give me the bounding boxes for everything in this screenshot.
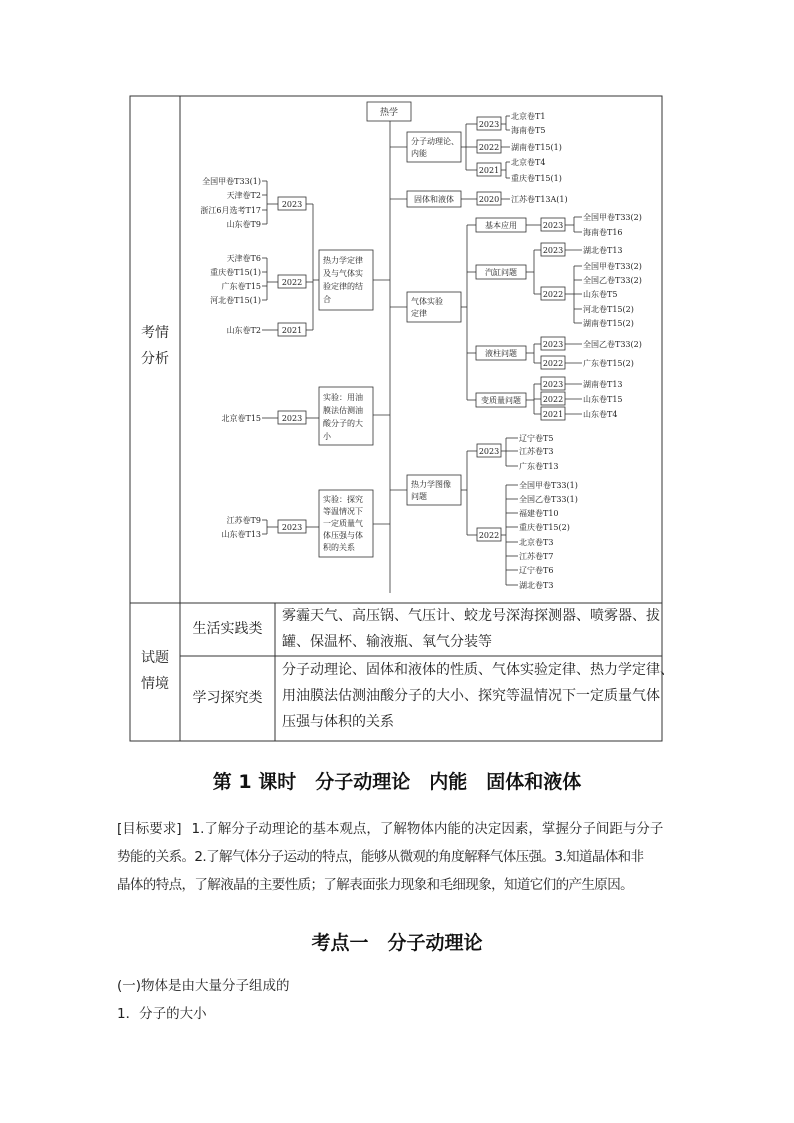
svg-text:湖南卷T15(2): 湖南卷T15(2) [583,319,634,328]
svg-text:内能: 内能 [411,149,427,158]
svg-text:2022: 2022 [281,278,303,287]
svg-text:一定质量气: 一定质量气 [323,519,363,528]
svg-text:全国甲卷T33(2): 全国甲卷T33(2) [583,262,642,271]
svg-text:全国乙卷T33(1): 全国乙卷T33(1) [519,495,578,504]
svg-text:热学: 热学 [379,108,399,118]
sub-basic-application [476,218,526,232]
svg-text:热力学定律: 热力学定律 [323,256,363,265]
svg-text:2022: 2022 [478,531,500,540]
sub-variable-mass [476,393,526,407]
svg-text:2022: 2022 [478,143,500,152]
svg-text:2023: 2023 [542,221,564,230]
root-node [367,102,411,121]
svg-text:山东卷T2: 山东卷T2 [226,326,261,335]
section-title: 考点一 分子动理论 [311,932,483,954]
svg-text:问题: 问题 [411,492,427,501]
svg-text:辽宁卷T5: 辽宁卷T5 [519,434,554,443]
svg-text:酸分子的大: 酸分子的大 [323,419,363,428]
svg-text:天津卷T2: 天津卷T2 [226,191,261,200]
life-label: 生活实践类 [192,621,263,637]
svg-text:验定律的结: 验定律的结 [323,282,363,291]
study-text: 分子动理论、固体和液体的性质、气体实验定律、热力学定律、 用油膜法估测油酸分子的大小、探究等温情况下一定质量气体 压强与体积的关系 [282,662,674,730]
svg-text:浙江6月选考T17: 浙江6月选考T17 [200,206,261,215]
svg-text:膜法估测油: 膜法估测油 [323,406,363,415]
subheading-2: 1．分子的大小 [117,1006,207,1022]
svg-text:海南卷T5: 海南卷T5 [511,126,546,135]
svg-text:全国甲卷T33(2): 全国甲卷T33(2) [583,213,642,222]
svg-text:2021: 2021 [281,326,303,335]
svg-text:实验：探究: 实验：探究 [323,495,363,504]
svg-text:福建卷T10: 福建卷T10 [519,509,559,518]
svg-text:山东卷T15: 山东卷T15 [583,395,623,404]
svg-text:北京卷T4: 北京卷T4 [511,158,546,167]
svg-text:小: 小 [323,432,331,441]
lesson-title: 第 1 课时 分子动理论 内能 固体和液体 [212,771,582,793]
svg-text:2023: 2023 [478,120,500,129]
svg-text:分子动理论、: 分子动理论、 [411,137,459,146]
svg-text:体压强与体: 体压强与体 [323,531,363,540]
svg-text:重庆卷T15(2): 重庆卷T15(2) [519,523,570,532]
branch-thermo-graph [407,475,461,505]
svg-text:湖北卷T13: 湖北卷T13 [583,246,623,255]
svg-text:江苏卷T13A(1): 江苏卷T13A(1) [511,195,568,204]
svg-text:基本应用: 基本应用 [485,221,517,230]
svg-text:2023: 2023 [478,447,500,456]
svg-text:积的关系: 积的关系 [323,543,355,552]
svg-text:海南卷T16: 海南卷T16 [583,228,623,237]
branch-molecular-theory [407,132,461,162]
sub-liquid-column [476,346,526,360]
svg-text:2023: 2023 [542,340,564,349]
branch-thermo-laws [319,250,373,310]
svg-text:等温情况下: 等温情况下 [323,507,363,516]
svg-text:北京卷T1: 北京卷T1 [511,112,546,121]
svg-text:全国甲卷T33(1): 全国甲卷T33(1) [519,481,578,490]
svg-text:2023: 2023 [281,414,303,423]
svg-text:湖北卷T3: 湖北卷T3 [519,581,554,590]
svg-text:河北卷T15(2): 河北卷T15(2) [583,305,634,314]
svg-text:重庆卷T15(1): 重庆卷T15(1) [511,174,562,183]
svg-text:2021: 2021 [478,166,500,175]
svg-text:北京卷T15: 北京卷T15 [221,414,261,423]
svg-text:2022: 2022 [542,395,564,404]
svg-text:江苏卷T3: 江苏卷T3 [519,447,554,456]
svg-text:山东卷T9: 山东卷T9 [226,220,261,229]
branch-isothermal-experiment [319,490,373,557]
svg-text:重庆卷T15(1): 重庆卷T15(1) [210,268,261,277]
row-label-analysis: 考情 分析 [141,325,169,367]
svg-text:2023: 2023 [281,200,303,209]
svg-text:山东卷T5: 山东卷T5 [583,290,618,299]
exam-items-right [511,111,642,590]
svg-text:变质量问题: 变质量问题 [481,396,521,405]
study-label: 学习探究类 [192,690,263,706]
svg-text:山东卷T4: 山东卷T4 [583,410,618,419]
svg-text:湖南卷T13: 湖南卷T13 [583,380,623,389]
svg-text:热力学图像: 热力学图像 [411,480,451,489]
svg-text:及与气体实: 及与气体实 [323,269,363,278]
branch-oil-film-experiment [319,387,373,445]
svg-text:液柱问题: 液柱问题 [485,349,517,358]
svg-text:固体和液体: 固体和液体 [414,195,454,204]
svg-text:2021: 2021 [542,410,564,419]
svg-text:江苏卷T9: 江苏卷T9 [226,516,261,525]
svg-text:北京卷T3: 北京卷T3 [519,538,554,547]
life-text: 雾霾天气、高压锅、气压计、蛟龙号深海探测器、喷雾器、拔 罐、保温杯、输液瓶、氧气分装等 [282,608,660,650]
goal-paragraph: [目标要求] 1.了解分子动理论的基本观点，了解物体内能的决定因素，掌握分子间距与分子 势能的关系。2.了解气体分子运动的特点，能够从微观的角度解释气体压强。3.知道晶体和非 晶体的特点，了解液晶的主要性质；了解表面张力现象和毛细现象，知道它们的产生原因。 [117,821,664,893]
branch-gas-laws [407,292,461,322]
svg-text:2022: 2022 [542,359,564,368]
svg-text:山东卷T13: 山东卷T13 [221,530,261,539]
svg-text:全国乙卷T33(2): 全国乙卷T33(2) [583,276,642,285]
row-label-context: 试题 情境 [141,650,169,692]
svg-text:广东卷T15(2): 广东卷T15(2) [583,359,634,368]
branch-solid-liquid [407,191,461,207]
sub-cylinder [476,265,526,279]
svg-text:全国乙卷T33(2): 全国乙卷T33(2) [583,340,642,349]
year-boxes-left [278,197,306,533]
svg-text:2023: 2023 [542,380,564,389]
goal-tag: [目标要求] [117,821,182,837]
svg-text:河北卷T15(1): 河北卷T15(1) [210,296,261,305]
svg-text:全国甲卷T33(1): 全国甲卷T33(1) [202,177,261,186]
subheading-1: (一)物体是由大量分子组成的 [117,978,290,994]
svg-text:广东卷T13: 广东卷T13 [519,462,559,471]
svg-text:定律: 定律 [411,309,427,318]
svg-text:天津卷T6: 天津卷T6 [226,254,261,263]
svg-text:辽宁卷T6: 辽宁卷T6 [519,566,554,575]
exam-items-left [200,176,261,539]
svg-text:2020: 2020 [478,195,500,204]
svg-text:广东卷T15: 广东卷T15 [221,282,261,291]
svg-text:气体实验: 气体实验 [411,297,443,306]
svg-text:2022: 2022 [542,290,564,299]
svg-text:合: 合 [323,295,331,304]
svg-text:汽缸问题: 汽缸问题 [485,268,517,277]
svg-text:江苏卷T7: 江苏卷T7 [519,552,554,561]
svg-text:湖南卷T15(1): 湖南卷T15(1) [511,143,562,152]
svg-text:2023: 2023 [542,246,564,255]
connector-lines [262,116,582,593]
svg-text:实验：用油: 实验：用油 [323,393,363,402]
svg-text:2023: 2023 [281,523,303,532]
